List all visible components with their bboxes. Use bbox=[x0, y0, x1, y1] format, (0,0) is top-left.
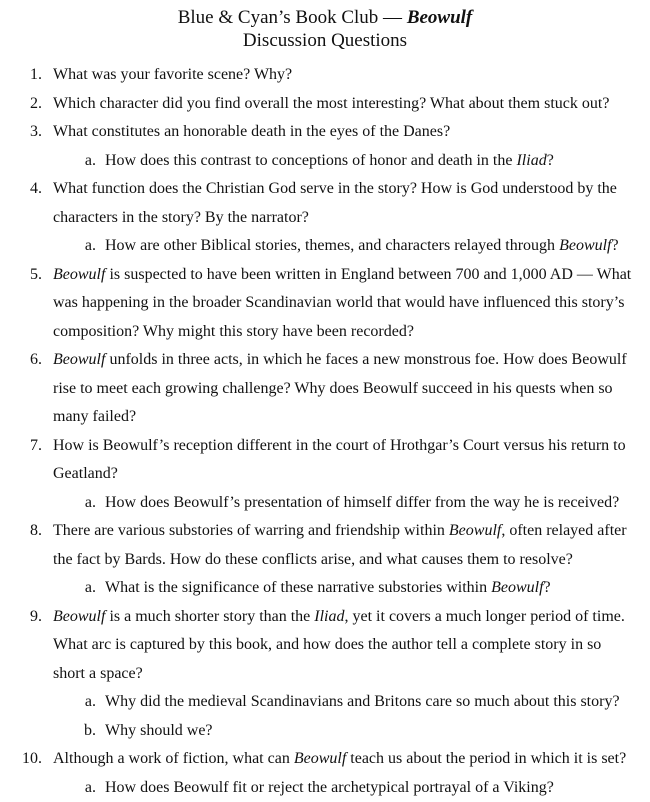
sub-question bbox=[0, 147, 650, 176]
question-text: Why did the medieval Scandinavians and Britons care so much about this story? bbox=[105, 693, 620, 710]
question-text: How are other Biblical stories, themes, and characters relayed through bbox=[105, 237, 559, 254]
question-text: unfolds in three acts, in which he faces a new monstrous foe. How does Beowulf rise to meet each growing challenge? Why does Beowulf succeed in his quests when so many failed? bbox=[53, 351, 627, 425]
question-text: , often relayed after the fact by Bards. How do these conflicts arise, and what causes them to resolve? bbox=[53, 522, 627, 568]
title-prefix: Blue & Cyan’s Book Club — bbox=[178, 7, 407, 28]
question-text: How does this contrast to conceptions of honor and death in the bbox=[105, 152, 516, 169]
sub-question bbox=[0, 574, 650, 603]
question-text: is a much shorter story than the bbox=[105, 608, 314, 625]
question-text: , yet it covers a much longer period of time. What arc is captured by this book, and how does the author tell a complete story in so short a space? bbox=[53, 608, 625, 682]
italic-title: Beowulf bbox=[294, 750, 346, 767]
question-item bbox=[0, 61, 650, 90]
question-item bbox=[0, 517, 650, 574]
question-text: What function does the Christian God serve in the story? How is God understood by the characters in the story? By the narrator? bbox=[53, 180, 617, 226]
sub-question bbox=[0, 232, 650, 261]
italic-title: Beowulf bbox=[491, 579, 543, 596]
question-list bbox=[0, 61, 650, 802]
question-number: 7. bbox=[0, 432, 42, 461]
sub-question bbox=[0, 489, 650, 518]
sub-question bbox=[0, 717, 650, 746]
question-number: a. bbox=[52, 147, 96, 176]
question-text: ? bbox=[547, 152, 554, 169]
question-text: ? bbox=[544, 579, 551, 596]
question-text: teach us about the period in which it is set? bbox=[346, 750, 626, 767]
question-number: 8. bbox=[0, 517, 42, 546]
question-item bbox=[0, 90, 650, 119]
question-item bbox=[0, 118, 650, 147]
italic-title: Beowulf bbox=[559, 237, 611, 254]
question-number: a. bbox=[52, 232, 96, 261]
question-text: There are various substories of warring and friendship within bbox=[53, 522, 449, 539]
question-number: a. bbox=[52, 574, 96, 603]
italic-title: Iliad bbox=[516, 152, 546, 169]
question-number: 6. bbox=[0, 346, 42, 375]
question-number: 2. bbox=[0, 90, 42, 119]
question-item bbox=[0, 175, 650, 232]
question-text: Although a work of fiction, what can bbox=[53, 750, 294, 767]
italic-title: Iliad bbox=[314, 608, 344, 625]
italic-title: Beowulf bbox=[53, 608, 105, 625]
italic-title: Beowulf bbox=[53, 266, 105, 283]
document-header bbox=[0, 0, 650, 52]
question-text: How does Beowulf’s presentation of himself differ from the way he is received? bbox=[105, 494, 619, 511]
question-item bbox=[0, 745, 650, 774]
sub-question bbox=[0, 774, 650, 802]
question-text: ? bbox=[612, 237, 619, 254]
question-item bbox=[0, 432, 650, 489]
italic-title: Beowulf bbox=[53, 351, 105, 368]
question-item bbox=[0, 261, 650, 347]
question-text: How does Beowulf fit or reject the archetypical portrayal of a Viking? bbox=[105, 779, 554, 796]
question-text: Why should we? bbox=[105, 722, 213, 739]
title-book-name: Beowulf bbox=[407, 7, 472, 28]
question-number: 1. bbox=[0, 61, 42, 90]
question-number: 4. bbox=[0, 175, 42, 204]
question-text: What is the significance of these narrative substories within bbox=[105, 579, 491, 596]
italic-title: Beowulf bbox=[449, 522, 501, 539]
question-number: 3. bbox=[0, 118, 42, 147]
question-text: Which character did you find overall the most interesting? What about them stuck out? bbox=[53, 95, 609, 112]
sub-question bbox=[0, 688, 650, 717]
question-item bbox=[0, 603, 650, 689]
question-number: b. bbox=[52, 717, 96, 746]
page-subtitle: Discussion Questions bbox=[0, 29, 650, 52]
page-title bbox=[0, 6, 650, 29]
question-number: a. bbox=[52, 774, 96, 802]
question-number: a. bbox=[52, 688, 96, 717]
question-item bbox=[0, 346, 650, 432]
question-text: is suspected to have been written in England between 700 and 1,000 AD — What was happening in the broader Scandinavian world that would have influenced this story’s composition? Why might this story have been recorded? bbox=[53, 266, 631, 340]
question-number: 9. bbox=[0, 603, 42, 632]
question-text: What constitutes an honorable death in the eyes of the Danes? bbox=[53, 123, 450, 140]
question-text: What was your favorite scene? Why? bbox=[53, 66, 292, 83]
question-text: How is Beowulf’s reception different in the court of Hrothgar’s Court versus his return to Geatland? bbox=[53, 437, 626, 483]
question-number: 5. bbox=[0, 261, 42, 290]
question-number: 10. bbox=[0, 745, 42, 774]
question-number: a. bbox=[52, 489, 96, 518]
